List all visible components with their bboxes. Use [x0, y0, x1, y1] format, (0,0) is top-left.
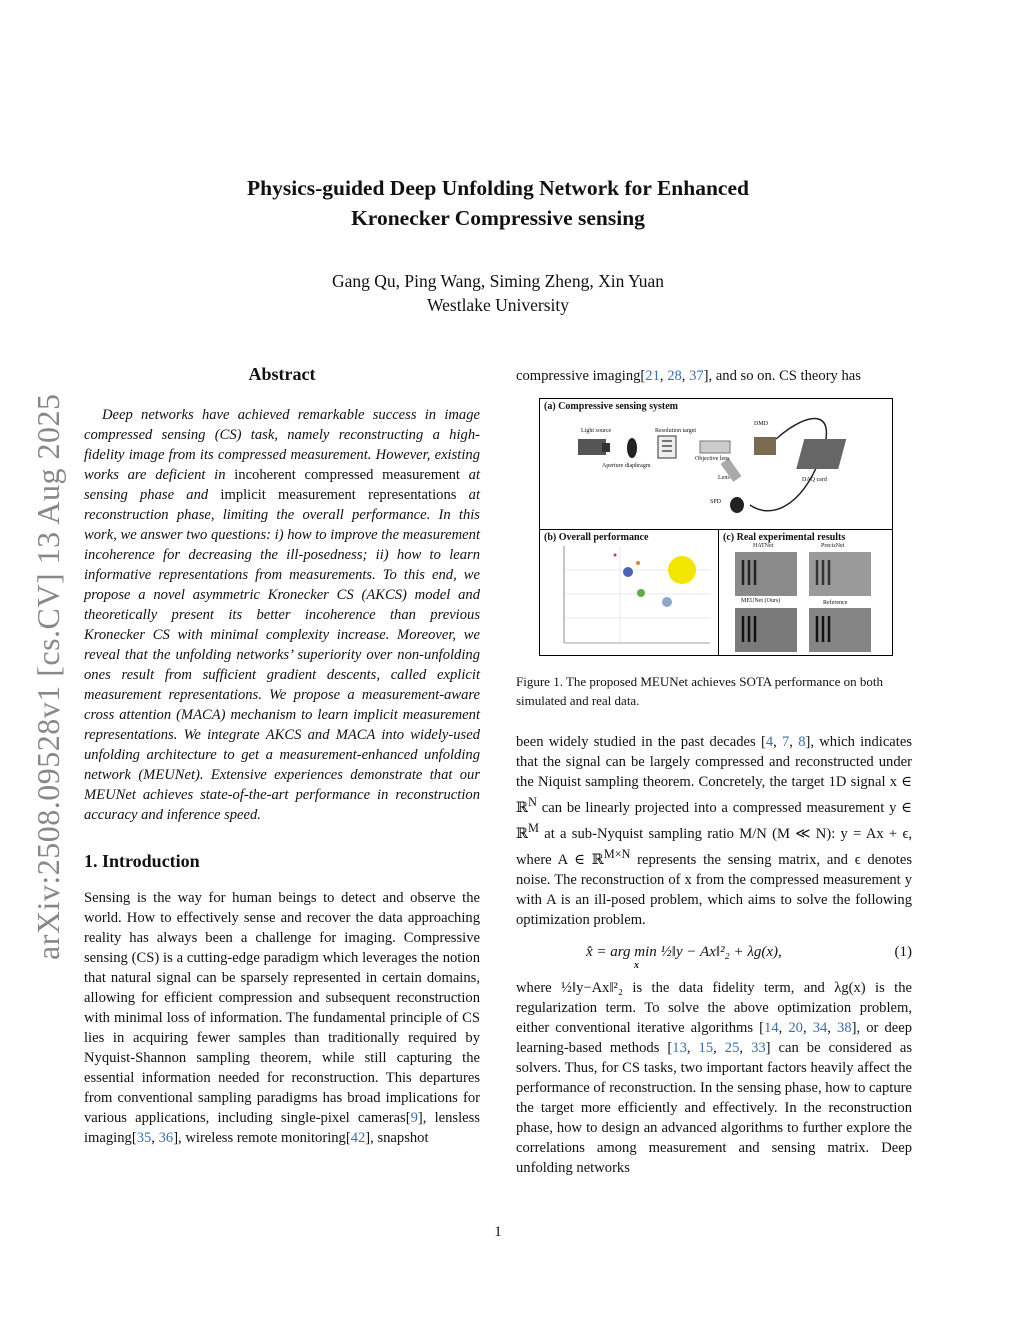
result-thumbnail: [735, 552, 797, 596]
arxiv-stamp: arXiv:2508.09528v1 [cs.CV] 13 Aug 2025: [30, 393, 66, 960]
continued-text: compressive imaging[21, 28, 37], and so on. CS theory has: [516, 368, 861, 384]
citation-link[interactable]: 15: [698, 1039, 714, 1056]
citation-link[interactable]: 21: [645, 368, 660, 384]
citation-link[interactable]: 28: [667, 368, 682, 384]
affiliation: Westlake University: [427, 295, 569, 315]
label-precisnet: PrecisNet: [821, 543, 845, 549]
bubble-method: [636, 561, 640, 565]
authors: Gang Qu, Ping Wang, Siming Zheng, Xin Yuan: [331, 271, 665, 291]
citation-link[interactable]: 25: [724, 1039, 740, 1056]
label-resolution-target: Resolution target: [655, 428, 697, 434]
citation-link[interactable]: 33: [751, 1039, 766, 1056]
paper-title-line-1: Physics-guided Deep Unfolding Network for Enhanced: [247, 176, 749, 200]
label-hatnet: HATNet: [753, 543, 774, 549]
real-results-thumbnails: [719, 530, 892, 655]
figure-1: [539, 398, 893, 656]
paper-title-line-2: Kronecker Compressive sensing: [351, 206, 645, 230]
bubble-meunet: [668, 556, 696, 584]
abstract-heading: Abstract: [248, 364, 316, 384]
citation-link[interactable]: 34: [812, 1019, 828, 1036]
citation-link[interactable]: 35: [136, 1130, 152, 1146]
equation-number: (1): [894, 943, 912, 960]
abstract-text: Deep networks have achieved remarkable success in image compressed sensing (CS) task, namely reconstructing a high-fidelity image from its compressed measurement. However, existing works are deficient in incoherent compressed measurement at sensing phase and implicit measurement representations at reconstruction phase, limiting the overall performance. In this work, we answer two questions: i) how to improve the measurement incoherence for decreasing the ill-posedness; ii) how to learn informative representations from measurements. To this end, we propose a novel asymmetric Kronecker CS (AKCS) model and theoretically present its better incoherence than previous Kronecker CS with minimal complexity increase. Moreover, we reveal that the unfolding networks’ superiority over non-unfolding ones result from sufficient gradient descents, called explicit measurement representations. We propose a measurement-aware cross attention (MACA) mechanism to learn implicit measurement representations. We integrate AKCS and MACA into widely-used unfolding architecture to get a measurement-enhanced unfolding network (MEUNet). Extensive experiences demonstrate that our MEUNet achieves state-of-the-art performance in reconstruction accuracy and inference speed.: [84, 407, 481, 823]
dmd-device: [754, 437, 776, 455]
body-paragraph: where ½‖y−Ax‖²₂ is the data fidelity term, and λg(x) is the regularization term. To solve the above optimization problem, either conventional iterative algorithms [14, 20, 34, 38], or deep learning-based methods [13, 15, 25, 33] can be considered as solvers. Thus, for CS tasks, two important factors heavily affect the performance of reconstruction. In the sensing phase, how to capture the target more efficiently and effectively. In the reconstruction phase, how to design an advanced algorithms to further explore the correlations among measurement and sensing matrix. Deep unfolding networks: [516, 979, 912, 1176]
result-thumbnail: [809, 608, 871, 652]
bubble-method: [637, 589, 645, 597]
introduction-heading: 1. Introduction: [84, 851, 200, 871]
optical-setup-drawing: [540, 399, 892, 529]
objective-lens: [700, 441, 730, 453]
label-objective-lens: Objective lens: [695, 456, 730, 462]
bubble-method: [623, 567, 633, 577]
light-source-head: [602, 443, 610, 452]
introduction-paragraph: Sensing is the way for human beings to detect and observe the world. How to effectively sense and recover the data approaching reality has always been a challenge for imaging. Compressive sensing (CS) is a cutting-edge paradigm which leverages the notion that natural signal can be sparsely represented in certain domains, allowing for efficient compression and subsequent reconstruction with minimal loss of information. The fundamental principle of CS lies in acquiring fewer samples than traditionally required by Nyquist-Shannon sampling theorem, while still capturing the essential information needed for reconstruction. This departures from conventional sampling paradigms has broad implications for various applications, including single-pixel cameras[9], lensless imaging[35, 36], wireless remote monitoring[42], snapshot: [84, 890, 480, 1146]
result-thumbnail: [809, 552, 871, 596]
citation-link[interactable]: 4: [765, 734, 774, 750]
label-lens: Lens: [718, 475, 730, 481]
aperture-diaphragm: [627, 438, 637, 458]
daq-card: [796, 439, 846, 469]
resolution-target: [658, 436, 676, 458]
page-number: 1: [494, 1224, 502, 1240]
figure-caption: Figure 1. The proposed MEUNet achieves SOTA performance on both simulated and real data.: [516, 674, 883, 708]
citation-link[interactable]: 38: [837, 1019, 852, 1036]
label-daq-card: DAQ card: [802, 477, 827, 483]
performance-bubble-chart: [540, 530, 718, 655]
panel-b-label: (b) Overall performance: [544, 532, 649, 543]
bubble-method: [662, 597, 672, 607]
citation-link[interactable]: 7: [782, 734, 790, 750]
citation-link[interactable]: 14: [764, 1019, 779, 1036]
citation-link[interactable]: 36: [158, 1130, 174, 1146]
citation-link[interactable]: 20: [788, 1019, 803, 1036]
citation-link[interactable]: 8: [798, 734, 806, 750]
body-paragraph: been widely studied in the past decades [4, 7, 8], which indicates that the signal can be largely compressed and reconstructed under the Niquist sampling theorem. Concretely, the target 1D signal x ∈ ℝ$^N$ can be linearly projected into a compressed measurement y ∈ ℝ$^M$ at a sub-Nyquist sampling ratio M/N (M ≪ N): y = Ax + ϵ, where A ∈ ℝ$^{M\times N}$ represents the sensing matrix, and ϵ denotes noise. The reconstruction of x from the compressed measurement y with A is an ill-posed problem, which aims to solve the following optimization problem.: [516, 734, 912, 928]
label-reference: Reference: [823, 600, 848, 606]
right-column: [516, 360, 912, 1178]
equation-body: x̂ = arg min ½‖y − Ax‖²₂ + λg(x),: [586, 943, 782, 960]
left-column: [84, 360, 480, 1148]
figure-panel-c: [719, 530, 892, 655]
citation-link[interactable]: 37: [689, 368, 704, 384]
equation-1: [516, 943, 912, 971]
citation-link[interactable]: 9: [410, 1110, 418, 1126]
spd-detector: [730, 497, 744, 513]
label-light-source: Light source: [581, 428, 612, 434]
label-spd: SPD: [710, 499, 722, 505]
figure-panel-b: [540, 530, 719, 655]
equation-subscript: x: [634, 959, 639, 971]
light-source-body: [578, 439, 606, 455]
panel-a-label: (a) Compressive sensing system: [544, 401, 678, 412]
label-aperture: Aperture diaphragm: [602, 463, 651, 469]
bubble-method: [614, 554, 617, 557]
citation-link[interactable]: 42: [350, 1130, 366, 1146]
label-meunet: MEUNet (Ours): [741, 598, 781, 604]
label-dmd: DMD: [754, 421, 769, 427]
figure-panel-a: [540, 399, 892, 530]
result-thumbnail: [735, 608, 797, 652]
panel-c-label: (c) Real experimental results: [723, 532, 846, 543]
citation-link[interactable]: 13: [672, 1039, 687, 1056]
